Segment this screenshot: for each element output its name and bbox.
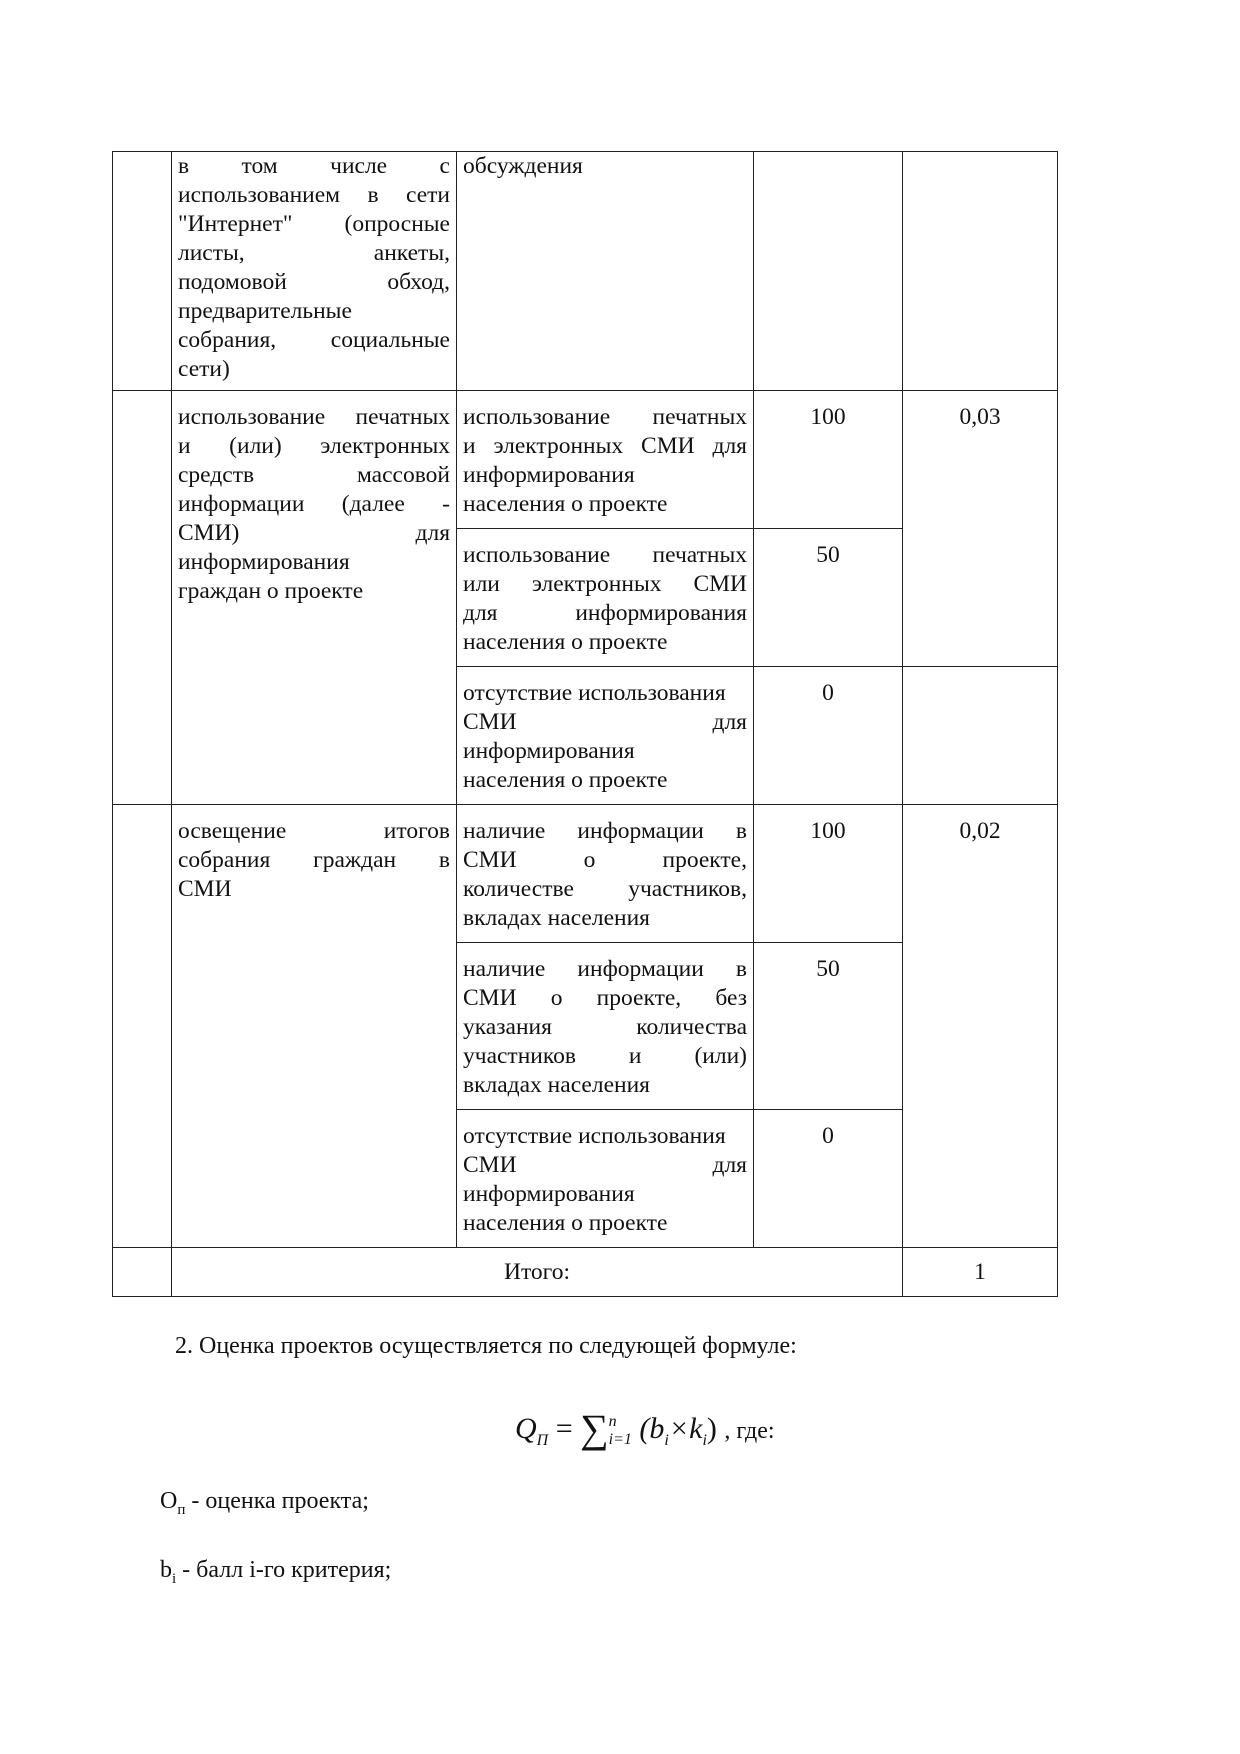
definition-b <box>160 1555 391 1594</box>
def-o-text: - оценка проекта; <box>185 1488 369 1514</box>
def-o-main: О <box>160 1488 178 1514</box>
row-number-cell <box>113 152 172 391</box>
criterion-line: информации (далее - <box>178 491 450 517</box>
criterion-line: подомовой обход, <box>178 269 450 295</box>
criteria-table <box>112 151 1058 1297</box>
option-line: вкладах населения <box>463 905 650 931</box>
table-row <box>113 391 1058 529</box>
criterion-line: собрания граждан в <box>178 847 450 873</box>
score-cell: 100 <box>754 391 903 529</box>
option-cell <box>457 1110 754 1248</box>
def-b-main: b <box>160 1557 172 1583</box>
formula-bi: i <box>664 1432 669 1449</box>
formula-times: ×k <box>668 1412 703 1445</box>
criterion-cell <box>172 391 457 805</box>
formula-close: ) <box>706 1412 717 1445</box>
option-line: для информирования <box>463 600 747 626</box>
option-line: населения о проекте <box>463 491 668 517</box>
option-line: использование печатных <box>463 542 747 568</box>
option-line: населения о проекте <box>463 629 668 655</box>
total-value: 1 <box>903 1248 1058 1297</box>
value-cell <box>457 152 754 391</box>
formula-tail: , где: <box>724 1418 775 1444</box>
formula-eq: = <box>555 1412 573 1445</box>
definition-o <box>160 1486 369 1525</box>
total-row <box>113 1248 1058 1297</box>
criterion-line: граждан о проекте <box>178 578 364 604</box>
option-line: информирования <box>463 1181 635 1207</box>
option-line: информирования <box>463 738 635 764</box>
option-line: наличие информации в <box>463 956 747 982</box>
total-label: Итого: <box>172 1248 903 1297</box>
criterion-line: "Интернет" (опросные <box>178 211 450 237</box>
formula-lower: i=1 <box>608 1431 632 1449</box>
def-b-text: - балл i-го критерия; <box>176 1557 392 1583</box>
criterion-line: листы, анкеты, <box>178 240 450 266</box>
row-number-cell <box>113 805 172 1248</box>
criterion-line: собрания, социальные <box>178 327 450 353</box>
option-line: наличие информации в <box>463 818 747 844</box>
option-cell <box>457 529 754 667</box>
criterion-line: в том числе с <box>178 153 450 179</box>
row-number-cell <box>113 391 172 805</box>
formula-body: (b <box>639 1412 665 1445</box>
formula-ki: i <box>702 1432 707 1449</box>
option-line: населения о проекте <box>463 767 668 793</box>
score-cell: 0 <box>754 667 903 805</box>
weight-cell <box>903 667 1058 805</box>
option-line: СМИ для <box>463 709 747 735</box>
option-line: и электронных СМИ для <box>463 433 747 459</box>
criterion-line: СМИ) для <box>178 520 450 546</box>
score-cell: 0 <box>754 1110 903 1248</box>
formula-intro: 2. Оценка проектов осуществляется по следующей формуле: <box>175 1333 797 1359</box>
option-cell <box>457 805 754 943</box>
table-row <box>113 805 1058 943</box>
criterion-cell <box>172 805 457 1248</box>
formula-sigma: ∑ <box>580 1406 609 1451</box>
option-line: отсутствие использования <box>463 680 726 706</box>
score-cell: 50 <box>754 529 903 667</box>
option-line: населения о проекте <box>463 1210 668 1236</box>
option-cell <box>457 667 754 805</box>
option-line: СМИ для <box>463 1152 747 1178</box>
weight-cell: 0,02 <box>903 805 1058 1248</box>
def-o-sub: п <box>177 1501 186 1518</box>
option-line: или электронных СМИ <box>463 571 747 597</box>
option-line: информирования <box>463 462 635 488</box>
option-line: количестве участников, <box>463 876 747 902</box>
option-line: указания количества <box>463 1014 747 1040</box>
criterion-line: средств массовой <box>178 462 450 488</box>
criterion-line: СМИ <box>178 876 232 902</box>
criterion-line: информирования <box>178 549 350 575</box>
criterion-line: сети) <box>178 356 230 382</box>
option-line: использование печатных <box>463 404 747 430</box>
criterion-line: использование печатных <box>178 404 450 430</box>
formula <box>515 1405 775 1452</box>
weight-cell: 0,03 <box>903 391 1058 667</box>
table-row <box>113 152 1058 391</box>
option-line: СМИ о проекте, без <box>463 985 747 1011</box>
formula-q-sub: П <box>536 1432 549 1449</box>
formula-q: Q <box>515 1412 537 1445</box>
option-line: участников и (или) <box>463 1043 747 1069</box>
score-cell: 100 <box>754 805 903 943</box>
criterion-line: предварительные <box>178 298 352 324</box>
weight-cell <box>903 152 1058 391</box>
def-b-sub: i <box>172 1570 177 1587</box>
option-cell <box>457 391 754 529</box>
option-cell <box>457 943 754 1110</box>
value-text: обсуждения <box>463 153 583 179</box>
criterion-line: и (или) электронных <box>178 433 450 459</box>
row-number-cell <box>113 1248 172 1297</box>
option-line: отсутствие использования <box>463 1123 726 1149</box>
score-cell <box>754 152 903 391</box>
formula-upper: n <box>608 1413 617 1431</box>
option-line: вкладах населения <box>463 1072 650 1098</box>
criterion-line: освещение итогов <box>178 818 450 844</box>
criterion-line: использованием в сети <box>178 182 450 208</box>
score-cell: 50 <box>754 943 903 1110</box>
option-line: СМИ о проекте, <box>463 847 747 873</box>
criterion-cell <box>172 152 457 391</box>
